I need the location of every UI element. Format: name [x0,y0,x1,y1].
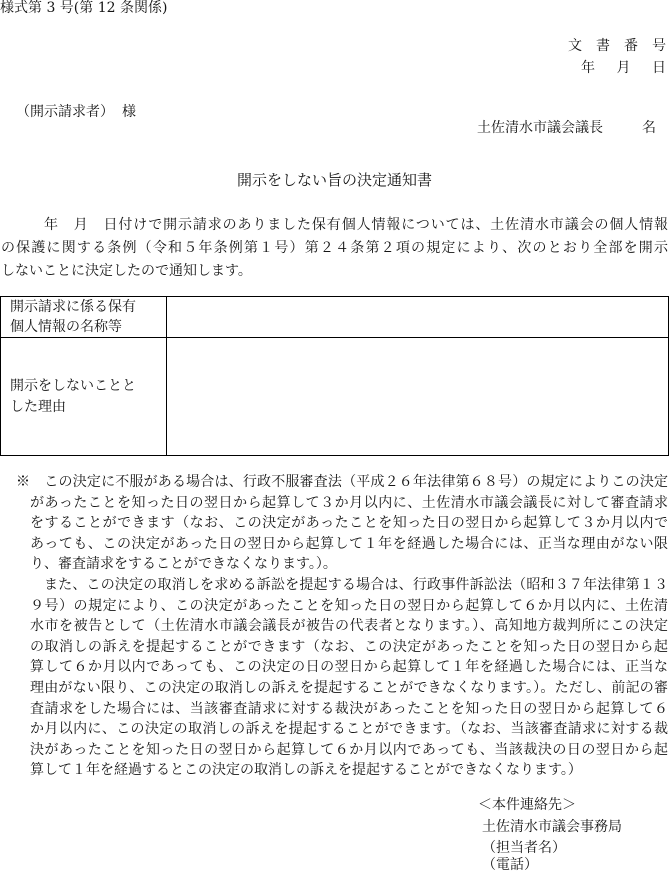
sender-name-mark: 名 [642,120,656,136]
note-line: 決があったことを知った日の翌日から起算して６か月以内であっても、当該裁決の日の翌日から起 [30,741,668,758]
note-line: ９号）の規定により、この決定があったことを知った日の翌日から起算して６か月以内に、土佐清 [30,597,668,614]
note-line: また、この決定の取消しを求める訴訟を提起する場合は、行政事件訴訟法（昭和３７年法律第１３ [44,576,668,593]
note-line: 算して１年を経過するとこの決定の取消しの訴えを提起することができなくなります。） [30,762,582,779]
note-line: 算して６か月以内であっても、この決定の日の翌日から起算して１年を経過した場合には、正当な [30,659,668,676]
table-label-line: 開示請求に係る保有 [10,299,136,315]
note-line: か月以内に、この決定の取消しの訴えを提起することができます。（なお、当該審査請求に対する裁 [30,721,668,738]
table-value-cell [167,338,668,455]
info-table [0,296,669,456]
date-label: 年 月 日 [581,60,666,76]
table-label-cell [1,338,167,455]
appeal-note [0,472,669,781]
form-number: 様式第 3 号(第 12 条関係) [0,0,168,16]
body-line: しないことに決定したので通知します。 [1,263,252,279]
note-line: あっても、この決定があった日の翌日から起算して１年を経過した場合には、正当な理由がない限 [30,535,668,552]
body-line: 年 月 日付けで開示請求のありました保有個人情報については、土佐清水市議会の個人情報 [44,217,668,233]
table-row-reason [1,338,668,455]
sender-name: 土佐清水市議会議長 [477,120,603,136]
note-line: り、審査請求をすることができなくなります。）。 [30,556,337,573]
body-line: の保護に関する条例（令和５年条例第１号）第２４条第２項の規定により、次のとおり全部を開示 [1,240,668,256]
contact-person: （担当者名） [482,840,566,856]
table-label-line: 開示をしないことと [10,377,136,394]
note-line: 理由がない限り、この決定の取消しの訴えを提起することができなくなります。）。ただし、前記の審 [30,679,668,696]
table-label-line: した理由 [10,398,66,415]
contact-heading: ＜本件連絡先＞ [478,797,576,813]
note-line: があったことを知った日の翌日から起算して３か月以内に、土佐清水市議会議長に対して審査請求 [30,494,668,511]
note-line: の取消しの訴えを提起することができます（なお、この決定があったことを知った日の翌日から起 [30,638,668,655]
recipient-honorific: 様 [122,104,136,120]
document-number-label: 文 書 番 号 [568,38,666,54]
table-row-information-name [1,297,668,338]
body-paragraph [0,214,669,283]
note-line: ※ この決定に不服がある場合は、行政不服審査法（平成２６年法律第６８号）の規定によりこの決定 [16,474,668,490]
note-line: をすることができます（なお、この決定があったことを知った日の翌日から起算して３か月以内で [30,515,668,532]
recipient-label: （開示請求者） [16,104,114,120]
contact-phone: （電話） [482,857,538,873]
table-label-line: 個人情報の名称等 [10,319,122,335]
table-value-cell [167,297,668,337]
note-line: 査請求をした場合には、当該審査請求に対する裁決があったことを知った日の翌日から起算して６ [30,700,668,717]
note-line: 水市を被告として（土佐清水市議会議長が被告の代表者となります。）、高知地方裁判所にこの決定 [30,618,668,635]
contact-office: 土佐清水市議会事務局 [482,819,622,835]
document-title: 開示をしない旨の決定通知書 [236,171,432,189]
table-label-cell [1,297,167,337]
